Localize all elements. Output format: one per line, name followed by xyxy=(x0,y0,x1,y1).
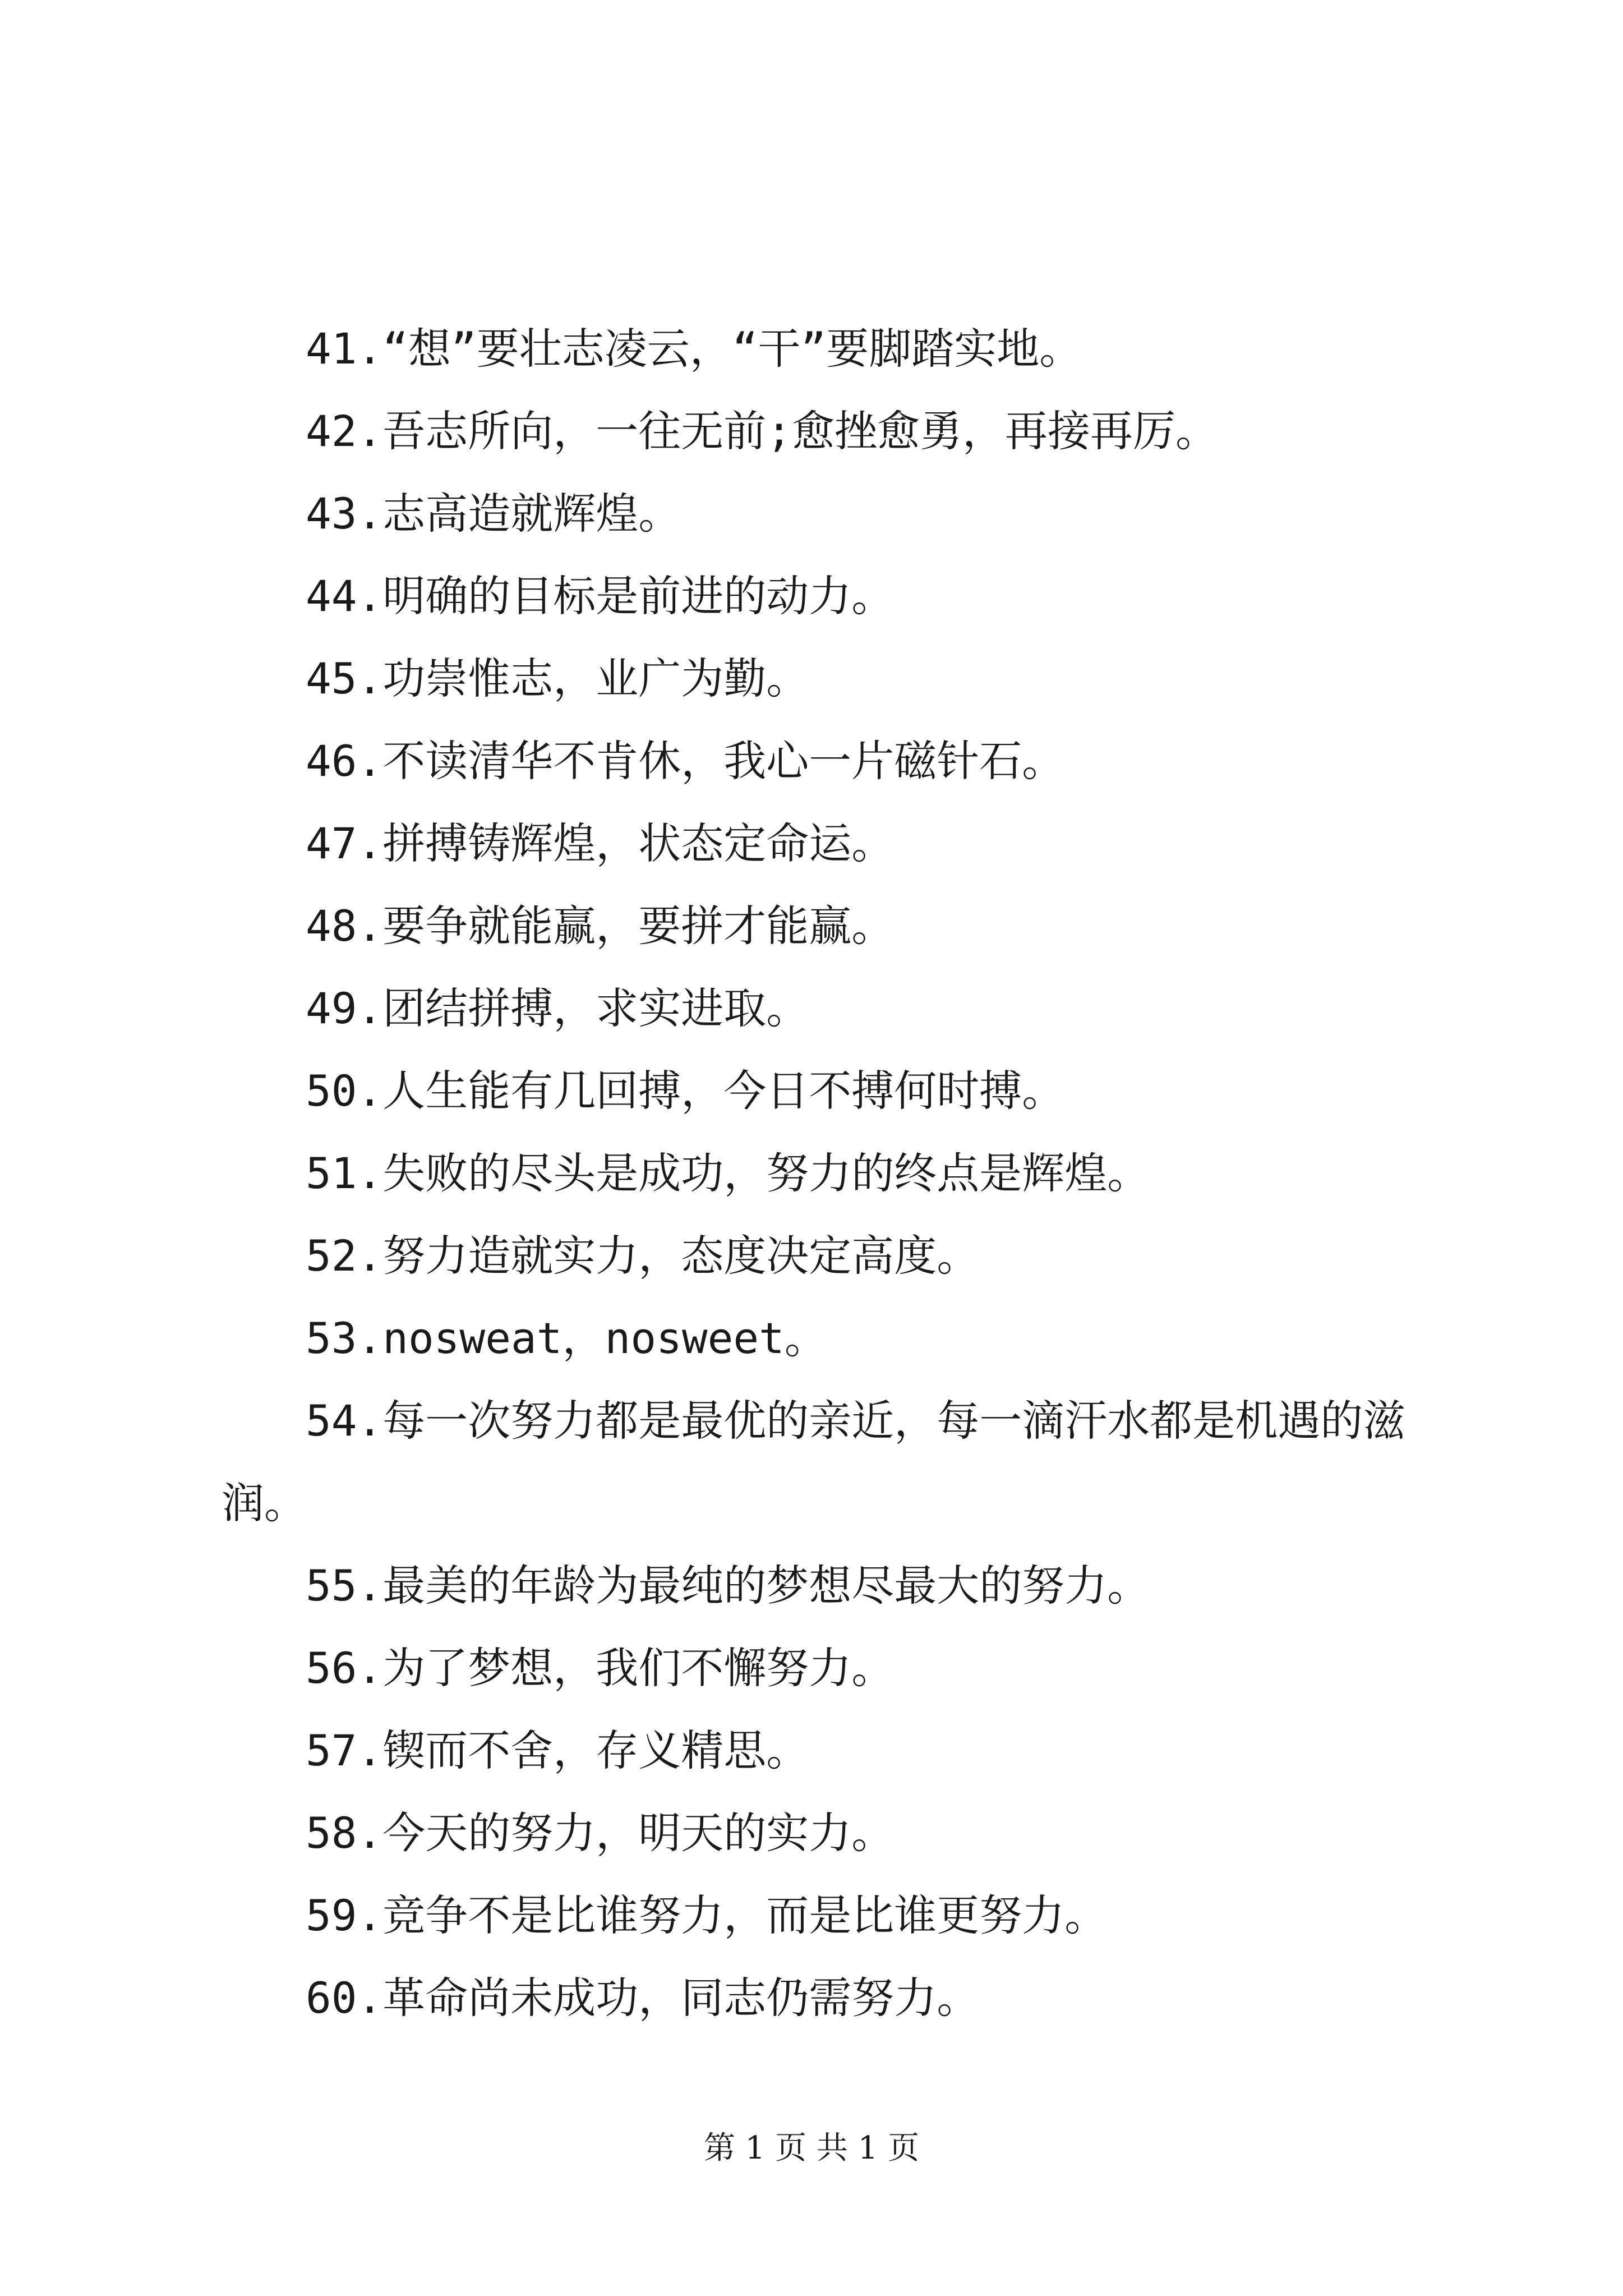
paragraph-49: 49.团结拼搏，求实进取。 xyxy=(306,983,809,1033)
paragraph-45: 45.功崇惟志，业广为勤。 xyxy=(306,654,809,703)
paragraph-59: 59.竞争不是比谁努力，而是比谁更努力。 xyxy=(306,1890,1108,1940)
page-footer: 第 1 页 共 1 页 xyxy=(703,2130,920,2166)
paragraph-41: 41.“想”要壮志凌云，“干”要脚踏实地。 xyxy=(306,324,1082,374)
paragraph-48: 48.要争就能赢，要拼才能赢。 xyxy=(306,901,895,951)
paragraph-54: 54.每一次努力都是最优的亲近，每一滴汗水都是机遇的滋润。 xyxy=(222,1396,1406,1528)
paragraph-52: 52.努力造就实力，态度决定高度。 xyxy=(306,1231,980,1281)
paragraph-57: 57.锲而不舍，存义精思。 xyxy=(306,1726,809,1775)
paragraph-53: 53.nosweat，nosweet。 xyxy=(306,1313,827,1363)
paragraph-56: 56.为了梦想，我们不懈努力。 xyxy=(306,1643,895,1693)
document-body xyxy=(222,307,1444,2039)
paragraph-46: 46.不读清华不肯休，我心一片磁针石。 xyxy=(306,736,1065,786)
paragraph-42: 42.吾志所向，一往无前;愈挫愈勇，再接再厉。 xyxy=(306,406,1219,456)
paragraph-43: 43.志高造就辉煌。 xyxy=(306,489,681,539)
paragraph-60: 60.革命尚未成功，同志仍需努力。 xyxy=(306,1973,980,2023)
paragraph-58: 58.今天的努力，明天的实力。 xyxy=(306,1808,895,1858)
paragraph-51: 51.失败的尽头是成功，努力的终点是辉煌。 xyxy=(306,1148,1150,1198)
paragraph-55: 55.最美的年龄为最纯的梦想尽最大的努力。 xyxy=(306,1561,1150,1611)
paragraph-50: 50.人生能有几回搏，今日不搏何时搏。 xyxy=(306,1066,1065,1116)
paragraph-44: 44.明确的目标是前进的动力。 xyxy=(306,571,895,621)
paragraph-47: 47.拼搏铸辉煌，状态定命运。 xyxy=(306,818,895,868)
